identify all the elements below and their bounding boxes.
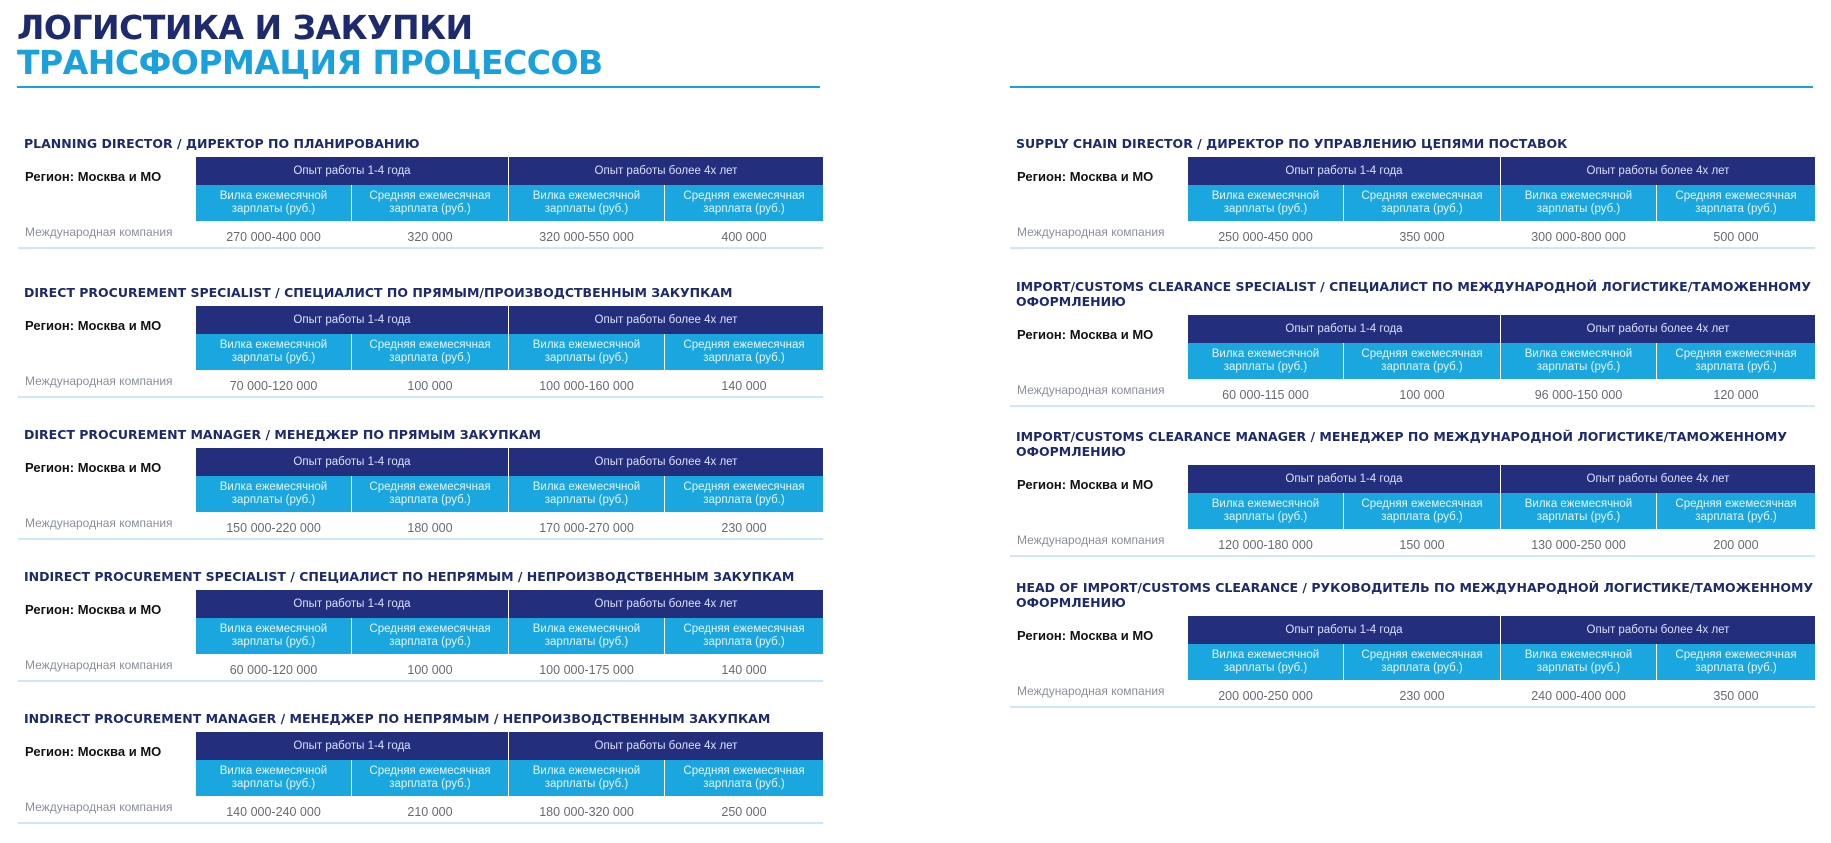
section-title: IMPORT/CUSTOMS CLEARANCE MANAGER / МЕНЕДЖЕР ПО МЕЖДУНАРОДНОЙ ЛОГИСТИКЕ/ТАМОЖЕННОМУ ОФОРМЛЕНИЮ (1016, 429, 1787, 459)
region-label: Регион: Москва и МО (1017, 327, 1154, 342)
company-type-label: Международная компания (1017, 383, 1165, 397)
header-exp-1-4: Опыт работы 1-4 года (196, 306, 508, 334)
company-type-label: Международная компания (25, 374, 173, 388)
subheader-average: Средняя ежемесячная зарплата (руб.) (352, 476, 508, 512)
header-exp-4-plus: Опыт работы более 4х лет (1501, 157, 1815, 185)
salary-section-left-3 (18, 427, 823, 540)
region-label: Регион: Москва и МО (25, 602, 162, 617)
subheader-range: Вилка ежемесячной зарплаты (руб.) (1188, 644, 1343, 680)
subheader-average: Средняя ежемесячная зарплата (руб.) (665, 334, 823, 370)
header-exp-1-4: Опыт работы 1-4 года (196, 448, 508, 476)
salary-range-4-plus: 100 000-175 000 (539, 663, 634, 677)
salary-table (1010, 616, 1815, 708)
subheader-range: Вилка ежемесячной зарплаты (руб.) (1188, 185, 1343, 221)
table-divider (18, 822, 823, 824)
table-divider (1010, 405, 1815, 407)
subheader-average: Средняя ежемесячная зарплата (руб.) (665, 185, 823, 221)
salary-range-1-4: 140 000-240 000 (226, 805, 321, 819)
header-exp-4-plus: Опыт работы более 4х лет (1501, 616, 1815, 644)
subheader-range: Вилка ежемесячной зарплаты (руб.) (196, 334, 351, 370)
header-exp-4-plus: Опыт работы более 4х лет (1501, 315, 1815, 343)
salary-range-4-plus: 320 000-550 000 (539, 230, 634, 244)
section-title: INDIRECT PROCUREMENT SPECIALIST / СПЕЦИАЛИСТ ПО НЕПРЯМЫМ / НЕПРОИЗВОДСТВЕННЫМ ЗАКУПКАМ (24, 569, 795, 584)
header-exp-1-4: Опыт работы 1-4 года (196, 732, 508, 760)
section-title: DIRECT PROCUREMENT SPECIALIST / СПЕЦИАЛИСТ ПО ПРЯМЫМ/ПРОИЗВОДСТВЕННЫМ ЗАКУПКАМ (24, 285, 733, 300)
salary-section-right-3 (1010, 429, 1815, 557)
salary-average-1-4: 150 000 (1399, 538, 1445, 552)
subheader-average: Средняя ежемесячная зарплата (руб.) (1657, 343, 1815, 379)
salary-section-left-5 (18, 711, 823, 824)
subheader-range: Вилка ежемесячной зарплаты (руб.) (509, 760, 664, 796)
table-divider (1010, 555, 1815, 557)
salary-table (1010, 465, 1815, 557)
salary-range-1-4: 120 000-180 000 (1218, 538, 1313, 552)
salary-range-4-plus: 130 000-250 000 (1531, 538, 1626, 552)
header-exp-1-4: Опыт работы 1-4 года (1188, 157, 1500, 185)
salary-range-1-4: 60 000-120 000 (229, 663, 318, 677)
header-exp-1-4: Опыт работы 1-4 года (196, 590, 508, 618)
salary-range-4-plus: 170 000-270 000 (539, 521, 634, 535)
subheader-average: Средняя ежемесячная зарплата (руб.) (1344, 493, 1500, 529)
table-divider (18, 538, 823, 540)
salary-average-4-plus: 250 000 (721, 805, 767, 819)
header-exp-4-plus: Опыт работы более 4х лет (509, 732, 823, 760)
header-exp-1-4: Опыт работы 1-4 года (1188, 465, 1500, 493)
salary-average-1-4: 100 000 (407, 379, 453, 393)
region-label: Регион: Москва и МО (1017, 477, 1154, 492)
salary-range-4-plus: 240 000-400 000 (1531, 689, 1626, 703)
region-label: Регион: Москва и МО (25, 744, 162, 759)
subheader-average: Средняя ежемесячная зарплата (руб.) (1657, 644, 1815, 680)
salary-section-right-1 (1010, 136, 1815, 249)
salary-average-4-plus: 200 000 (1713, 538, 1759, 552)
header-divider-left (17, 86, 820, 88)
header-exp-4-plus: Опыт работы более 4х лет (509, 157, 823, 185)
header-exp-4-plus: Опыт работы более 4х лет (509, 590, 823, 618)
company-type-label: Международная компания (1017, 684, 1165, 698)
salary-average-1-4: 210 000 (407, 805, 453, 819)
salary-average-4-plus: 120 000 (1713, 388, 1759, 402)
salary-range-4-plus: 300 000-800 000 (1531, 230, 1626, 244)
salary-average-1-4: 100 000 (1399, 388, 1445, 402)
salary-range-1-4: 150 000-220 000 (226, 521, 321, 535)
page-header (17, 10, 603, 80)
subheader-range: Вилка ежемесячной зарплаты (руб.) (1188, 343, 1343, 379)
salary-range-1-4: 200 000-250 000 (1218, 689, 1313, 703)
salary-table (18, 590, 823, 682)
section-title: INDIRECT PROCUREMENT MANAGER / МЕНЕДЖЕР ПО НЕПРЯМЫМ / НЕПРОИЗВОДСТВЕННЫМ ЗАКУПКАМ (24, 711, 771, 726)
section-title: PLANNING DIRECTOR / ДИРЕКТОР ПО ПЛАНИРОВАНИЮ (24, 136, 420, 151)
salary-range-1-4: 60 000-115 000 (1222, 388, 1309, 402)
section-title: DIRECT PROCUREMENT MANAGER / МЕНЕДЖЕР ПО ПРЯМЫМ ЗАКУПКАМ (24, 427, 541, 442)
company-type-label: Международная компания (1017, 225, 1165, 239)
table-divider (18, 396, 823, 398)
subheader-average: Средняя ежемесячная зарплата (руб.) (1344, 343, 1500, 379)
table-divider (18, 680, 823, 682)
subheader-range: Вилка ежемесячной зарплаты (руб.) (509, 185, 664, 221)
company-type-label: Международная компания (25, 225, 173, 239)
salary-table (18, 448, 823, 540)
subheader-range: Вилка ежемесячной зарплаты (руб.) (196, 476, 351, 512)
page-title: ЛОГИСТИКА И ЗАКУПКИ (17, 8, 473, 47)
salary-range-4-plus: 100 000-160 000 (539, 379, 634, 393)
region-label: Регион: Москва и МО (1017, 169, 1154, 184)
header-exp-4-plus: Опыт работы более 4х лет (509, 306, 823, 334)
region-label: Регион: Москва и МО (25, 169, 162, 184)
subheader-range: Вилка ежемесячной зарплаты (руб.) (196, 618, 351, 654)
salary-average-4-plus: 500 000 (1713, 230, 1759, 244)
salary-average-1-4: 230 000 (1399, 689, 1445, 703)
header-divider-right (1010, 86, 1813, 88)
table-divider (1010, 247, 1815, 249)
salary-table (18, 732, 823, 824)
salary-range-4-plus: 96 000-150 000 (1534, 388, 1623, 402)
subheader-average: Средняя ежемесячная зарплата (руб.) (1657, 185, 1815, 221)
salary-section-left-4 (18, 569, 823, 682)
header-exp-1-4: Опыт работы 1-4 года (1188, 315, 1500, 343)
subheader-range: Вилка ежемесячной зарплаты (руб.) (1501, 343, 1656, 379)
table-divider (1010, 706, 1815, 708)
region-label: Регион: Москва и МО (25, 460, 162, 475)
subheader-average: Средняя ежемесячная зарплата (руб.) (352, 334, 508, 370)
company-type-label: Международная компания (25, 516, 173, 530)
subheader-range: Вилка ежемесячной зарплаты (руб.) (1501, 185, 1656, 221)
subheader-range: Вилка ежемесячной зарплаты (руб.) (509, 476, 664, 512)
salary-table (1010, 157, 1815, 249)
subheader-average: Средняя ежемесячная зарплата (руб.) (665, 618, 823, 654)
subheader-average: Средняя ежемесячная зарплата (руб.) (352, 185, 508, 221)
salary-section-left-1 (18, 136, 823, 249)
table-divider (18, 247, 823, 249)
salary-range-1-4: 250 000-450 000 (1218, 230, 1313, 244)
subheader-range: Вилка ежемесячной зарплаты (руб.) (1501, 644, 1656, 680)
subheader-range: Вилка ежемесячной зарплаты (руб.) (196, 760, 351, 796)
region-label: Регион: Москва и МО (1017, 628, 1154, 643)
subheader-range: Вилка ежемесячной зарплаты (руб.) (1501, 493, 1656, 529)
subheader-average: Средняя ежемесячная зарплата (руб.) (1657, 493, 1815, 529)
salary-average-4-plus: 140 000 (721, 663, 767, 677)
subheader-range: Вилка ежемесячной зарплаты (руб.) (1188, 493, 1343, 529)
salary-table (18, 157, 823, 249)
salary-section-right-4 (1010, 580, 1815, 708)
salary-average-4-plus: 230 000 (721, 521, 767, 535)
subheader-range: Вилка ежемесячной зарплаты (руб.) (509, 618, 664, 654)
company-type-label: Международная компания (1017, 533, 1165, 547)
salary-average-4-plus: 140 000 (721, 379, 767, 393)
subheader-average: Средняя ежемесячная зарплата (руб.) (665, 476, 823, 512)
salary-range-1-4: 70 000-120 000 (229, 379, 318, 393)
page-subtitle: ТРАНСФОРМАЦИЯ ПРОЦЕССОВ (17, 43, 603, 82)
salary-range-1-4: 270 000-400 000 (226, 230, 321, 244)
salary-section-left-2 (18, 285, 823, 398)
header-exp-1-4: Опыт работы 1-4 года (1188, 616, 1500, 644)
company-type-label: Международная компания (25, 800, 173, 814)
header-exp-4-plus: Опыт работы более 4х лет (1501, 465, 1815, 493)
subheader-average: Средняя ежемесячная зарплата (руб.) (352, 618, 508, 654)
salary-average-4-plus: 350 000 (1713, 689, 1759, 703)
salary-average-1-4: 180 000 (407, 521, 453, 535)
salary-range-4-plus: 180 000-320 000 (539, 805, 634, 819)
subheader-average: Средняя ежемесячная зарплата (руб.) (352, 760, 508, 796)
salary-average-4-plus: 400 000 (721, 230, 767, 244)
section-title: IMPORT/CUSTOMS CLEARANCE SPECIALIST / СПЕЦИАЛИСТ ПО МЕЖДУНАРОДНОЙ ЛОГИСТИКЕ/ТАМОЖЕННОМУ ОФОРМЛЕНИЮ (1016, 279, 1811, 309)
subheader-average: Средняя ежемесячная зарплата (руб.) (665, 760, 823, 796)
salary-table (18, 306, 823, 398)
subheader-average: Средняя ежемесячная зарплата (руб.) (1344, 644, 1500, 680)
salary-average-1-4: 320 000 (407, 230, 453, 244)
salary-average-1-4: 350 000 (1399, 230, 1445, 244)
salary-section-right-2 (1010, 279, 1815, 407)
salary-average-1-4: 100 000 (407, 663, 453, 677)
subheader-range: Вилка ежемесячной зарплаты (руб.) (196, 185, 351, 221)
section-title: SUPPLY CHAIN DIRECTOR / ДИРЕКТОР ПО УПРАВЛЕНИЮ ЦЕПЯМИ ПОСТАВОК (1016, 136, 1568, 151)
region-label: Регион: Москва и МО (25, 318, 162, 333)
section-title: HEAD OF IMPORT/CUSTOMS CLEARANCE / РУКОВОДИТЕЛЬ ПО МЕЖДУНАРОДНОЙ ЛОГИСТИКЕ/ТАМОЖЕННОМУ ОФОРМЛЕНИЮ (1016, 580, 1814, 610)
subheader-range: Вилка ежемесячной зарплаты (руб.) (509, 334, 664, 370)
company-type-label: Международная компания (25, 658, 173, 672)
header-exp-1-4: Опыт работы 1-4 года (196, 157, 508, 185)
salary-table (1010, 315, 1815, 407)
header-exp-4-plus: Опыт работы более 4х лет (509, 448, 823, 476)
subheader-average: Средняя ежемесячная зарплата (руб.) (1344, 185, 1500, 221)
